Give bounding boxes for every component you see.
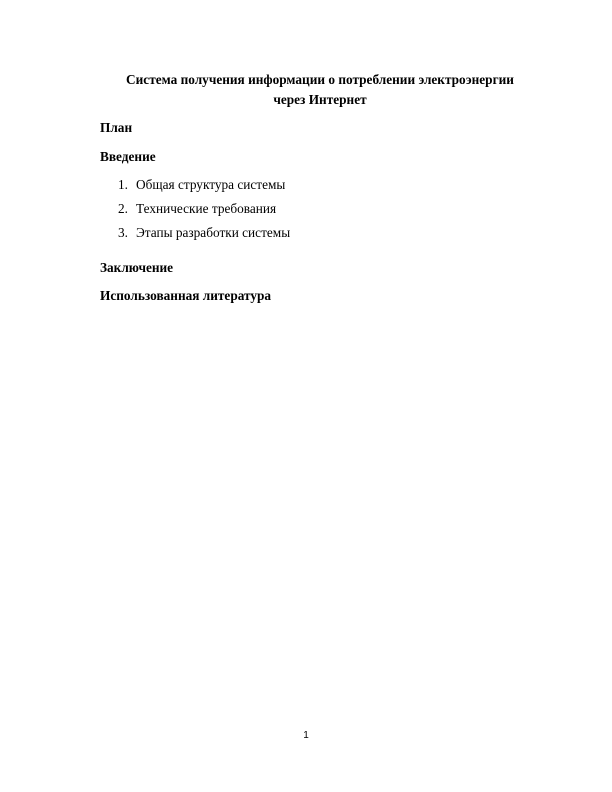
conclusion-heading: Заключение <box>100 260 174 275</box>
toc-item-label: Общая структура системы <box>136 177 286 192</box>
toc-item-number: 3. <box>118 225 128 240</box>
page-number: 1 <box>303 730 309 741</box>
toc-item-label: Этапы разработки системы <box>136 225 291 240</box>
toc-item-2 <box>100 200 290 224</box>
toc-item-number: 2. <box>118 201 128 216</box>
title-line-2: через Интернет <box>273 92 367 107</box>
toc-item-label: Технические требования <box>136 201 277 216</box>
toc-list <box>100 176 290 248</box>
title-line-1: Система получения информации о потреблении электроэнергии <box>126 72 514 87</box>
toc-item-3 <box>100 224 290 248</box>
references-heading: Использованная литература <box>100 288 272 303</box>
plan-heading: План <box>100 120 133 135</box>
document-title <box>100 70 540 110</box>
toc-item-number: 1. <box>118 177 128 192</box>
intro-heading: Введение <box>100 149 156 164</box>
toc-item-1 <box>100 176 290 200</box>
